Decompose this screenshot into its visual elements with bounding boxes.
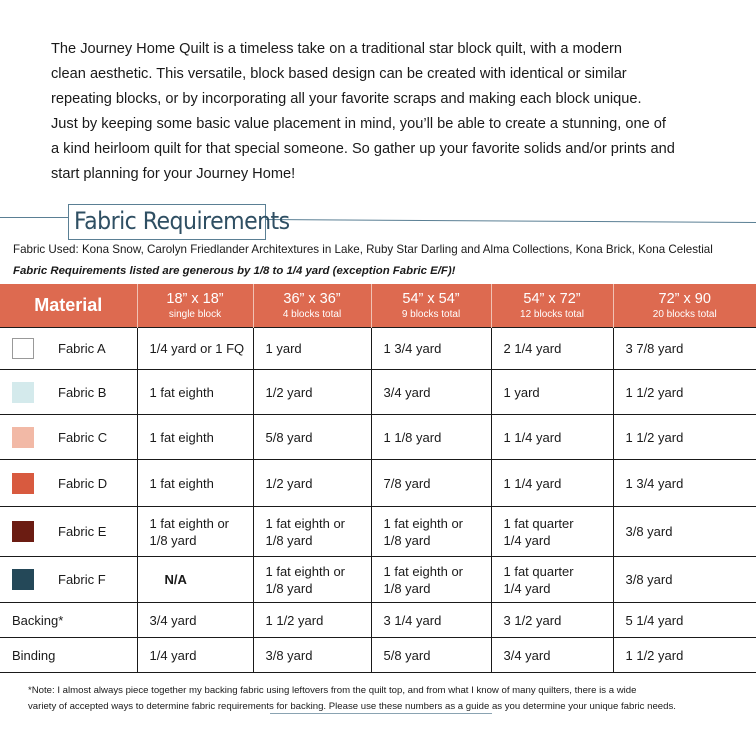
intro-line: clean aesthetic. This versatile, block based design can be created with identical or similar: [51, 66, 627, 82]
section-title: Fabric Requirements: [74, 207, 290, 235]
intro-line: The Journey Home Quilt is a timeless take on a traditional star block quilt, with a modern: [51, 41, 623, 57]
quantity-text: 3/8 yard: [625, 572, 673, 587]
quantity-cell: [371, 507, 491, 557]
quantity-text: 1 3/4 yard: [625, 475, 684, 491]
fabric-requirements-table: [0, 284, 756, 673]
quantity-text: 3/4 yard: [503, 647, 551, 663]
material-name: Fabric D: [58, 475, 108, 491]
header-72x90: 72” x 90 20 blocks total: [613, 284, 756, 328]
quantity-cell: [491, 603, 613, 638]
material-name: Backing*: [12, 612, 64, 628]
material-name: Fabric B: [58, 384, 107, 400]
material-cell: [0, 507, 137, 557]
quantity-cell: [253, 557, 371, 603]
quantity-text: 3 1/2 yard: [503, 612, 562, 628]
intro-line: a kind heirloom quilt for that special someone. So gather up your favorite solids and/or prints and: [51, 141, 675, 157]
fabric-swatch: [12, 382, 34, 403]
fabric-swatch: [12, 427, 34, 448]
quantity-cell: [371, 460, 491, 507]
quantity-text: 1 1/4 yard: [503, 475, 562, 491]
material-name: Binding: [12, 647, 56, 663]
quantity-text: 5 1/4 yard: [625, 612, 684, 628]
quantity-cell: [137, 603, 253, 638]
quantity-text: 7/8 yard: [383, 475, 431, 491]
quantity-text: 1 1/4 yard: [503, 429, 562, 445]
quantity-cell: [371, 557, 491, 603]
quantity-cell: [613, 507, 756, 557]
footnote-underline: [270, 713, 492, 714]
quantity-cell: [491, 370, 613, 415]
fabrics-used-text: Fabric Used: Kona Snow, Carolyn Friedlander Architextures in Lake, Ruby Star Darling and Alma Collections, Kona Brick, Kona Celestial: [13, 243, 713, 256]
quantity-cell: [253, 370, 371, 415]
table-row: [0, 557, 756, 603]
quantity-text: 1 fat eighth or 1/8 yard: [265, 563, 345, 596]
material-cell: [0, 557, 137, 603]
quantity-text: 1 fat eighth or 1/8 yard: [383, 563, 463, 596]
header-material: Material: [0, 284, 137, 328]
material-cell: [0, 603, 137, 638]
quantity-cell: [491, 460, 613, 507]
quantity-cell: [613, 415, 756, 460]
quantity-cell: [613, 370, 756, 415]
quantity-cell: [253, 460, 371, 507]
fabric-swatch: [12, 521, 34, 542]
quantity-cell: [137, 460, 253, 507]
footnote-line: variety of accepted ways to determine fabric requirements for backing. Please use these numbers as a guide as you determine your unique fabric needs.: [28, 701, 676, 712]
quantity-text: 1 fat eighth: [149, 384, 214, 400]
material-cell: [0, 370, 137, 415]
quantity-text: 3 7/8 yard: [625, 341, 684, 356]
quantity-cell: [613, 328, 756, 370]
quantity-text: 1 1/2 yard: [625, 384, 684, 400]
table-row: [0, 415, 756, 460]
quantity-text: 1 fat eighth or 1/8 yard: [265, 515, 345, 548]
quantity-text: 1/4 yard or 1 FQ: [149, 341, 245, 356]
table-row: [0, 460, 756, 507]
quantity-cell: [491, 507, 613, 557]
quantity-text: 1 yard: [503, 384, 540, 400]
quantity-cell: [491, 415, 613, 460]
table-row: [0, 370, 756, 415]
material-cell: [0, 415, 137, 460]
quantity-cell: [137, 507, 253, 557]
quantity-text: 3/4 yard: [383, 384, 431, 400]
section-rule-left: [0, 217, 68, 218]
fabric-swatch: [12, 473, 34, 494]
quantity-cell: [613, 603, 756, 638]
quantity-cell: [137, 370, 253, 415]
quantity-cell: [137, 557, 253, 603]
quantity-cell: [253, 507, 371, 557]
quantity-text: 5/8 yard: [383, 647, 431, 663]
quantity-text: 3/4 yard: [149, 612, 197, 628]
quantity-cell: [371, 328, 491, 370]
quantity-cell: [371, 638, 491, 673]
quantity-cell: [253, 328, 371, 370]
quantity-text: 1 fat quarter 1/4 yard: [503, 515, 574, 548]
table-row: [0, 328, 756, 370]
quantity-cell: [491, 328, 613, 370]
section-rule-right: [266, 219, 756, 223]
quantity-text: 1/4 yard: [149, 647, 197, 663]
header-54x54: 54” x 54” 9 blocks total: [371, 284, 491, 328]
table-row: [0, 638, 756, 673]
section-heading-box: [68, 204, 290, 240]
quantity-text: 1 yard: [265, 341, 302, 356]
quantity-text: 1 3/4 yard: [383, 341, 442, 356]
material-cell: [0, 460, 137, 507]
quantity-text: 5/8 yard: [265, 429, 313, 445]
quantity-text: N/A: [164, 572, 187, 587]
material-name: Fabric E: [58, 524, 107, 539]
quantity-text: 1 1/2 yard: [625, 647, 684, 663]
quantity-text: 1/2 yard: [265, 384, 313, 400]
material-name: Fabric A: [58, 341, 106, 356]
table-header-row: [0, 284, 756, 328]
quantity-text: 3 1/4 yard: [383, 612, 442, 628]
quantity-text: 1 fat eighth: [149, 475, 214, 491]
quantity-cell: [253, 638, 371, 673]
intro-line: Just by keeping some basic value placement in mind, you’ll be able to create a stunning, one of: [51, 116, 666, 132]
quantity-cell: [491, 557, 613, 603]
quantity-cell: [613, 460, 756, 507]
material-name: Fabric C: [58, 429, 108, 445]
table-row: [0, 603, 756, 638]
intro-line: start planning for your Journey Home!: [51, 166, 296, 182]
generous-note: Fabric Requirements listed are generous by 1/8 to 1/4 yard (exception Fabric E/F)!: [13, 265, 456, 277]
footnote: [28, 683, 750, 715]
intro-text: [51, 37, 751, 187]
quantity-text: 2 1/4 yard: [503, 341, 562, 356]
quantity-cell: [371, 415, 491, 460]
quantity-text: 3/8 yard: [265, 647, 313, 663]
material-cell: [0, 328, 137, 370]
quantity-cell: [253, 603, 371, 638]
quantity-text: 1 fat eighth: [149, 429, 214, 445]
material-cell: [0, 638, 137, 673]
header-54x72: 54” x 72” 12 blocks total: [491, 284, 613, 328]
intro-line: repeating blocks, or by incorporating all your favorite scraps and making each block unique.: [51, 91, 642, 107]
quantity-text: 1 fat eighth or 1/8 yard: [149, 515, 229, 548]
quantity-text: 3/8 yard: [625, 524, 673, 539]
quantity-cell: [371, 603, 491, 638]
header-18x18: 18” x 18” single block: [137, 284, 253, 328]
quantity-cell: [613, 638, 756, 673]
quantity-text: 1 1/2 yard: [265, 612, 324, 628]
quantity-text: 1 fat quarter 1/4 yard: [503, 563, 574, 596]
quantity-text: 1/2 yard: [265, 475, 313, 491]
material-name: Fabric F: [58, 572, 106, 587]
quantity-text: 1 1/2 yard: [625, 429, 684, 445]
fabric-swatch: [12, 569, 34, 590]
quantity-cell: [137, 415, 253, 460]
quantity-cell: [371, 370, 491, 415]
footnote-line: *Note: I almost always piece together my backing fabric using leftovers from the quilt top, and from what I know of many quilters, there is a wide: [28, 685, 637, 696]
quantity-cell: [137, 638, 253, 673]
quantity-text: 1 1/8 yard: [383, 429, 442, 445]
fabric-swatch: [12, 338, 34, 359]
quantity-cell: [491, 638, 613, 673]
header-36x36: 36” x 36” 4 blocks total: [253, 284, 371, 328]
table-row: [0, 507, 756, 557]
quantity-text: 1 fat eighth or 1/8 yard: [383, 515, 463, 548]
quantity-cell: [137, 328, 253, 370]
quantity-cell: [253, 415, 371, 460]
quantity-cell: [613, 557, 756, 603]
